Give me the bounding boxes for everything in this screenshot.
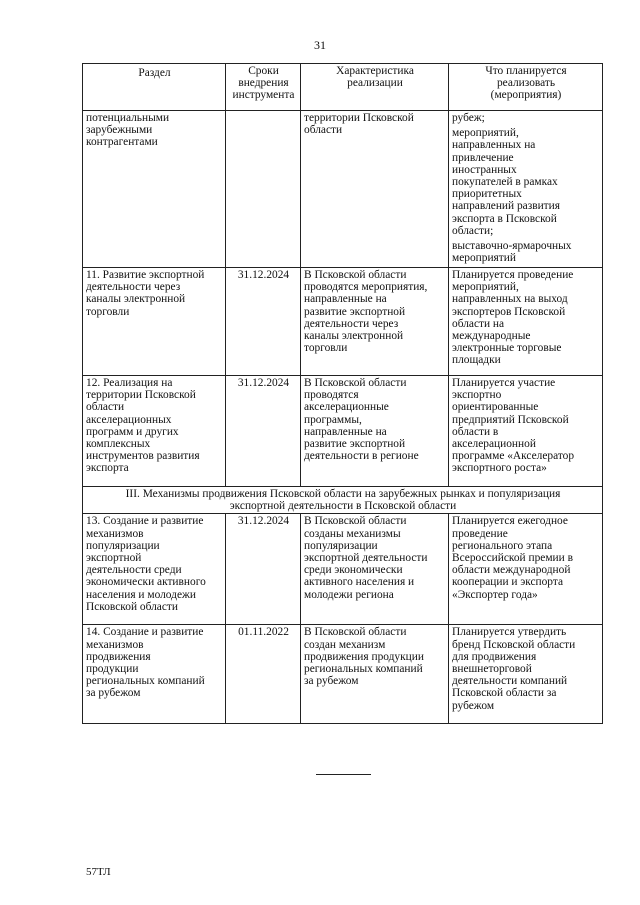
text-line: экспорта в Псковской [452, 212, 557, 225]
text-line: экономически активного [86, 576, 206, 589]
text-line: за рубежом [304, 675, 359, 688]
row-cell-planned [449, 625, 603, 724]
table-row [83, 111, 603, 268]
text-line: области международной [452, 564, 571, 577]
text-line: реализовать [496, 77, 556, 90]
header-section [83, 64, 226, 111]
text-line: деятельности через [86, 281, 181, 294]
text-line: мероприятий, [452, 127, 519, 140]
text-line: международные [452, 330, 531, 343]
text-line: создан механизм [304, 638, 386, 651]
row-cell-section [83, 625, 226, 724]
text-line: электронные торговые [452, 342, 562, 355]
text-line: развитие экспортной [304, 305, 406, 318]
text-line: Псковской области за [452, 687, 557, 700]
text-line: Планируется участие [452, 377, 556, 389]
row-cell-characteristic [301, 268, 449, 376]
text-line: экспортной [86, 552, 142, 565]
text-line: региональных компаний [86, 675, 205, 688]
row-cell-characteristic [301, 376, 449, 487]
text-line: регионального этапа [452, 539, 553, 552]
text-line: продвижения продукции [304, 650, 424, 663]
text-line: экспорта [86, 462, 129, 475]
text-line: кооперации и экспорта [452, 576, 564, 589]
text-line: 13. Создание и развитие [86, 515, 204, 528]
text-line: предприятий Псковской [452, 413, 569, 426]
text-line: области; [452, 224, 494, 237]
text-line: деятельности через [304, 317, 399, 330]
text-line: Планируется утвердить [452, 626, 567, 639]
row-cell-deadline: 31.12.2024 [226, 268, 301, 376]
text-line: торговли [86, 305, 130, 318]
text-line: Псковской области [86, 600, 178, 613]
text-line: внедрения [238, 77, 289, 90]
text-line: акселерационной [452, 438, 536, 451]
text-line: В Псковской области [304, 377, 407, 389]
text-line: развитие экспортной [304, 438, 406, 451]
text-line: иностранных [452, 163, 517, 176]
row-cell-deadline: 31.12.2024 [226, 376, 301, 487]
text-line: населения и молодежи [86, 588, 196, 601]
text-line: 12. Реализация на [86, 377, 173, 389]
text-line: региональных компаний [304, 663, 423, 676]
text-line: популяризации [86, 539, 160, 552]
text-line: области [86, 401, 125, 414]
row-cell-section [83, 111, 226, 268]
page-number: 31 [314, 38, 326, 52]
header-planned [449, 64, 603, 111]
text-line: зарубежными [86, 124, 153, 137]
header-characteristic [301, 64, 449, 111]
text-line: акселерационные [304, 401, 389, 414]
text-line: инструмента [232, 89, 295, 102]
text-line: направленные на [304, 425, 387, 438]
table-row [83, 625, 603, 724]
text-line: механизмов [86, 527, 144, 540]
row-cell-section [83, 376, 226, 487]
row-cell-characteristic [301, 625, 449, 724]
text-line: внешнеторговой [452, 663, 532, 676]
text-line: покупателей в рамках [452, 176, 558, 189]
text-line: экспортного роста» [452, 462, 547, 475]
text-line: Сроки [248, 65, 279, 77]
text-line: (мероприятия) [490, 89, 562, 102]
text-line: молодежи региона [304, 588, 394, 601]
text-line: потенциальными [86, 112, 170, 124]
row-cell-deadline: 31.12.2024 [226, 514, 301, 625]
text-line: направлений развития [452, 200, 560, 213]
row-cell-section [83, 514, 226, 625]
text-line: контрагентами [86, 136, 158, 149]
text-line: направленные на [304, 293, 387, 306]
text-line: направленных на [452, 139, 536, 152]
text-line: механизмов [86, 638, 144, 651]
text-line: области [304, 124, 343, 137]
row-cell-planned [449, 514, 603, 625]
text-line: для продвижения [452, 650, 537, 663]
section-heading [83, 487, 603, 514]
row-cell-planned [449, 376, 603, 487]
text-line: экспортной деятельности [304, 552, 428, 565]
text-line: 14. Создание и развитие [86, 626, 204, 639]
text-line: площадки [452, 354, 501, 367]
section-heading-row [83, 487, 603, 514]
text-line: области на [452, 317, 505, 330]
text-line: продукции [86, 663, 139, 676]
text-line: территории Псковской [86, 389, 196, 402]
header-deadline [226, 64, 301, 111]
table-row [83, 268, 603, 376]
text-line: выставочно-ярмарочных [452, 240, 572, 253]
text-line: «Экспортер года» [452, 588, 538, 601]
text-line: деятельности среди [86, 564, 182, 577]
table-row [83, 514, 603, 625]
text-line: В Псковской области [304, 515, 407, 528]
text-line: инструментов развития [86, 450, 200, 463]
text-line: реализации [347, 77, 403, 90]
table-row [83, 376, 603, 487]
row-cell-deadline [226, 111, 301, 268]
text-line: Раздел [138, 67, 171, 79]
text-line: бренд Псковской области [452, 638, 576, 651]
text-line: мероприятий [452, 252, 516, 265]
text-line: направленных на выход [452, 293, 568, 306]
text-line: территории Псковской [304, 112, 414, 124]
measures-table [82, 63, 603, 724]
row-cell-characteristic [301, 111, 449, 268]
text-line: среди экономически [304, 564, 403, 577]
row-cell-planned [449, 268, 603, 376]
text-line: Характеристика [336, 65, 414, 77]
text-line: каналы электронной [86, 293, 186, 306]
text-line: рубеж; [452, 112, 485, 124]
text-line: Всероссийской премии в [452, 552, 573, 565]
row-cell-deadline: 01.11.2022 [226, 625, 301, 724]
row-cell-characteristic [301, 514, 449, 625]
text-line: III. Механизмы продвижения Псковской области на зарубежных рынках и популяризация [125, 488, 561, 500]
text-line: мероприятий, [452, 281, 519, 294]
text-line: деятельности в регионе [304, 450, 419, 463]
text-line: приоритетных [452, 188, 522, 201]
text-line: акселерационных [86, 413, 172, 426]
text-line: рубежом [452, 699, 495, 712]
text-line: торговли [304, 342, 348, 355]
footer-code: 57ТЛ [86, 866, 111, 878]
row-cell-planned [449, 111, 603, 268]
text-line: проводятся мероприятия, [304, 281, 428, 294]
text-line: экспортно [452, 389, 502, 402]
text-line: комплексных [86, 438, 151, 451]
text-line: В Псковской области [304, 626, 407, 639]
text-line: каналы электронной [304, 330, 404, 343]
text-line: 11. Развитие экспортной [86, 269, 205, 281]
text-line: за рубежом [86, 687, 141, 700]
text-line: программ и других [86, 425, 179, 438]
end-divider [316, 774, 371, 775]
text-line: программе «Акселератор [452, 450, 575, 463]
row-cell-section [83, 268, 226, 376]
text-line: области в [452, 425, 499, 438]
text-line: Планируется ежегодное [452, 515, 568, 528]
text-line: деятельности компаний [452, 675, 568, 688]
table-header-row [83, 64, 603, 111]
text-line: ориентированные [452, 401, 539, 414]
text-line: активного населения и [304, 576, 415, 589]
text-line: созданы механизмы [304, 527, 401, 540]
text-line: продвижения [86, 650, 151, 663]
text-line: экспортной деятельности в Псковской области [229, 500, 457, 513]
text-line: Планируется проведение [452, 269, 574, 281]
text-line: В Псковской области [304, 269, 407, 281]
text-line: проводятся [304, 389, 359, 402]
text-line: популяризации [304, 539, 378, 552]
text-line: программы, [304, 413, 362, 426]
text-line: Что планируется [485, 65, 567, 77]
text-line: проведение [452, 527, 508, 540]
text-line: экспортеров Псковской [452, 305, 566, 318]
text-line: привлечение [452, 151, 514, 164]
